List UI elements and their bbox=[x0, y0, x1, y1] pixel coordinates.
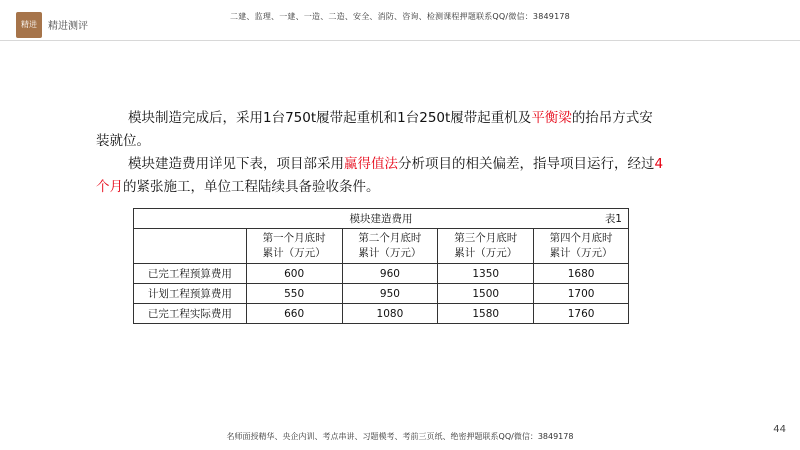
table-cell: 660 bbox=[246, 304, 342, 324]
table-cell: 1580 bbox=[438, 304, 534, 324]
column-header bbox=[438, 229, 534, 264]
paragraph-1-text-a: 模块制造完成后，采用1台750t履带起重机和1台250t履带起重机及 bbox=[128, 110, 532, 126]
table-title: 模块建造费用 bbox=[349, 213, 413, 225]
table-caption-row bbox=[134, 209, 629, 229]
app-logo: 精进 bbox=[16, 12, 42, 38]
paragraph-1-text-b: 的抬吊方式安装就位。 bbox=[96, 110, 653, 149]
column-header bbox=[342, 229, 438, 264]
column-header bbox=[246, 229, 342, 264]
table-row bbox=[134, 264, 629, 284]
column-header-line2: 累计（万元） bbox=[454, 247, 518, 259]
table-cell: 1500 bbox=[438, 284, 534, 304]
paragraph-2-text-c: 的紧张施工，单位工程陆续具备验收条件。 bbox=[123, 179, 380, 195]
table-header-row bbox=[134, 229, 629, 264]
column-header-line1: 第四个月底时 bbox=[549, 232, 613, 244]
header bbox=[0, 0, 800, 44]
table-caption bbox=[134, 209, 629, 229]
paragraph-1 bbox=[96, 107, 666, 153]
column-header-line2: 累计（万元） bbox=[358, 247, 422, 259]
app-title: 精进测评 bbox=[48, 21, 88, 32]
cost-table bbox=[133, 208, 629, 324]
column-header-line2: 累计（万元） bbox=[549, 247, 613, 259]
table-cell: 1080 bbox=[342, 304, 438, 324]
table-row bbox=[134, 304, 629, 324]
row-label: 计划工程预算费用 bbox=[134, 284, 247, 304]
row-label: 已完工程实际费用 bbox=[134, 304, 247, 324]
column-header bbox=[534, 229, 629, 264]
paragraph-2 bbox=[96, 153, 666, 199]
table-corner-cell bbox=[134, 229, 247, 264]
column-header-line1: 第二个月底时 bbox=[358, 232, 422, 244]
table-cell: 1760 bbox=[534, 304, 629, 324]
highlight-duration: 4个月 bbox=[96, 156, 664, 195]
paragraph-2-text-b: 分析项目的相关偏差，指导项目运行，经过 bbox=[398, 156, 655, 172]
table-cell: 550 bbox=[246, 284, 342, 304]
table-cell: 600 bbox=[246, 264, 342, 284]
table-cell: 1680 bbox=[534, 264, 629, 284]
table-number: 表1 bbox=[604, 213, 622, 225]
header-banner: 二建、监理、一建、一造、二造、安全、消防、咨询、检测课程押题联系QQ/微信：3849178 bbox=[230, 12, 570, 21]
column-header-line1: 第一个月底时 bbox=[262, 232, 326, 244]
page-number: 44 bbox=[773, 424, 786, 435]
table-cell: 1700 bbox=[534, 284, 629, 304]
column-header-line2: 累计（万元） bbox=[262, 247, 326, 259]
highlight-balance-beam: 平衡梁 bbox=[531, 110, 572, 126]
footer-banner: 名师面授精华、央企内训、考点串讲、习题模考、考前三页纸、绝密押题联系QQ/微信：3849178 bbox=[226, 432, 574, 441]
highlight-earned-value: 赢得值法 bbox=[344, 156, 398, 172]
table-cell: 1350 bbox=[438, 264, 534, 284]
table-cell: 950 bbox=[342, 284, 438, 304]
paragraph-2-text-a: 模块建造费用详见下表，项目部采用 bbox=[128, 156, 344, 172]
table-cell: 960 bbox=[342, 264, 438, 284]
column-header-line1: 第三个月底时 bbox=[454, 232, 518, 244]
table-row bbox=[134, 284, 629, 304]
header-divider bbox=[0, 40, 800, 41]
row-label: 已完工程预算费用 bbox=[134, 264, 247, 284]
